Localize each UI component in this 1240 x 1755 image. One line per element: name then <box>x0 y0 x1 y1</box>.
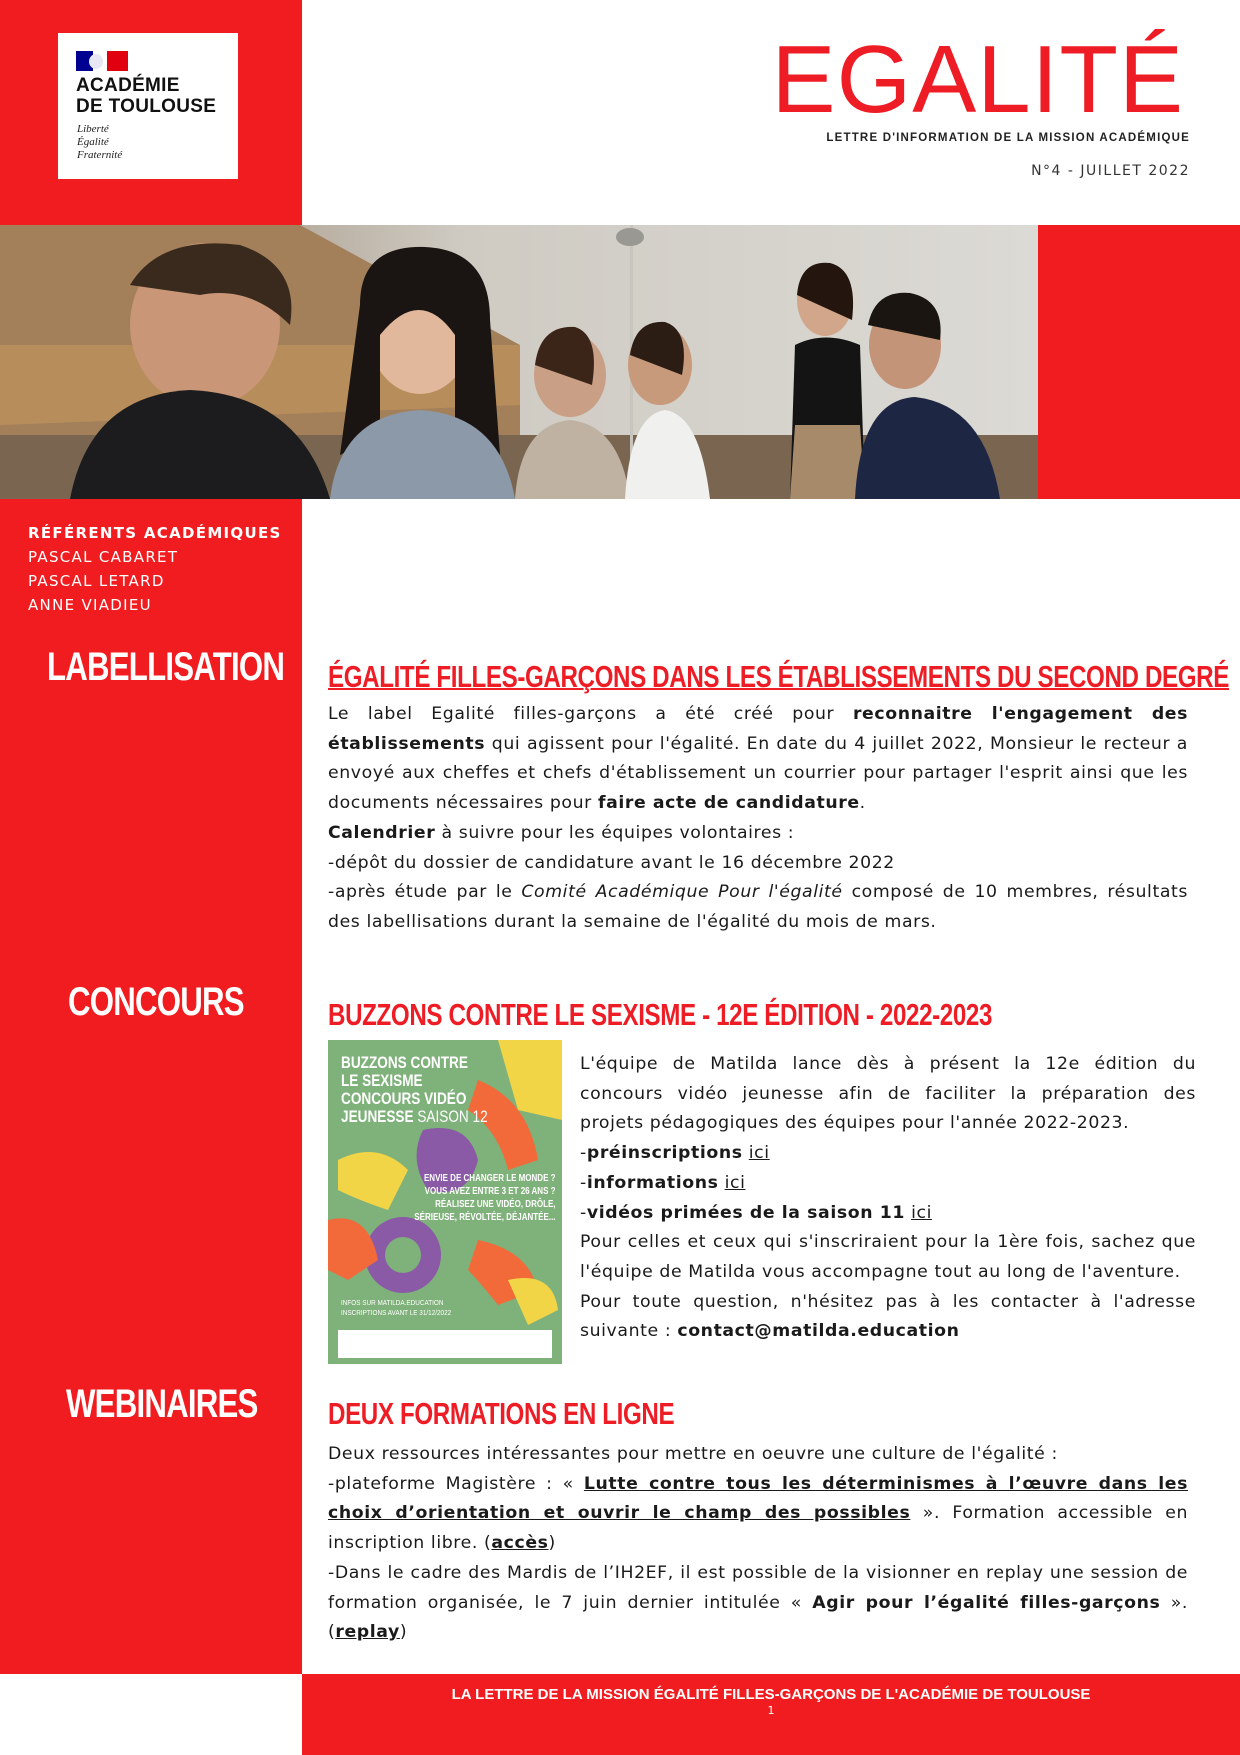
concours-contact: Pour toute question, n'hésitez pas à les contacter à l'adresse suivante : contact@matilda.education <box>580 1291 1196 1342</box>
referent-name: PASCAL LETARD <box>28 572 165 590</box>
side-label-concours: CONCOURS <box>68 980 244 1024</box>
referent-name: ANNE VIADIEU <box>28 596 152 614</box>
referents-list <box>28 521 282 617</box>
side-label-webinaires: WEBINAIRES <box>66 1382 258 1426</box>
students-photo <box>0 225 1038 499</box>
referent-name: PASCAL CABARET <box>28 548 179 566</box>
labellisation-body <box>328 700 1188 938</box>
poster-info: INFOS SUR MATILDA.EDUCATION INSCRIPTIONS AVANT LE 31/12/2022 <box>341 1298 452 1317</box>
labellisation-paragraph: Le label Egalité filles-garçons a été créé pour reconnaitre l'engagement des établissements qui agissent pour l'égalité. En date du 4 juillet 2022, Monsieur le recteur a envoyé aux cheffes et chefs d'établissement un courrier pour partager l'esprit ainsi que les documents nécessaires pour faire acte de candidature. <box>328 704 1188 814</box>
preinscriptions-link[interactable]: ici <box>748 1143 770 1164</box>
concours-paragraph: Pour celles et ceux qui s'inscriraient pour la 1ère fois, sachez que l'équipe de Matilda vous accompagne tout au long de l'aventure. <box>580 1232 1196 1282</box>
calendar-step: -dépôt du dossier de candidature avant le 16 décembre 2022 <box>328 852 895 873</box>
marianne-flag-icon <box>76 51 128 71</box>
calendar-line: Calendrier à suivre pour les équipes volontaires : <box>328 822 795 843</box>
webinaires-item: -Dans le cadre des Mardis de l’IH2EF, il est possible de la visionner en replay une session de formation organisée, le 7 juin dernier intitulée « Agir pour l’égalité filles-garçons ». (replay) <box>328 1562 1188 1643</box>
informations-link[interactable]: ici <box>724 1172 746 1193</box>
newsletter-title: EGALITÉ <box>771 26 1184 133</box>
issue-number: N°4 - JUILLET 2022 <box>1031 163 1190 179</box>
side-label-labellisation: LABELLISATION <box>47 645 285 689</box>
videos-link[interactable]: ici <box>911 1202 932 1223</box>
concours-intro: L'équipe de Matilda lance dès à présent la 12e édition du concours vidéo jeunesse afin de faciliter la préparation des projets pédagogiques des équipes pour l'année 2022-2023. <box>580 1054 1196 1134</box>
concours-title: BUZZONS CONTRE LE SEXISME - 12E ÉDITION - 2022-2023 <box>328 997 993 1032</box>
replay-link[interactable]: replay <box>335 1622 400 1643</box>
acces-link[interactable]: accès <box>491 1533 549 1554</box>
logo-name: ACADÉMIE DE TOULOUSE <box>76 75 217 117</box>
webinaires-body <box>328 1440 1188 1648</box>
poster-questions: ENVIE DE CHANGER LE MONDE ? VOUS AVEZ ENTRE 3 ET 26 ANS ? RÉALISEZ UNE VIDÉO, DRÔLE, SÉRIEUSE, RÉVOLTÉE, DÉJANTÉE... <box>414 1173 556 1223</box>
academie-logo <box>58 33 238 179</box>
footer-title: LA LETTRE DE LA MISSION ÉGALITÉ FILLES-GARÇONS DE L'ACADÉMIE DE TOULOUSE <box>451 1686 1091 1703</box>
concours-item: -informations ici <box>580 1172 746 1193</box>
labellisation-title: ÉGALITÉ FILLES-GARÇONS DANS LES ÉTABLISSEMENTS DU SECOND DEGRÉ <box>328 659 1229 694</box>
webinaires-item: -plateforme Magistère : « Lutte contre tous les déterminismes à l’œuvre dans les choix d’orientation et ouvrir le champ des possibles ». Formation accessible en inscription libre. (accès) <box>328 1473 1189 1554</box>
newsletter-subtitle: LETTRE D'INFORMATION DE LA MISSION ACADÉMIQUE <box>826 132 1190 144</box>
header-red-block <box>1038 225 1240 499</box>
page-number: 1 <box>767 1704 775 1717</box>
calendar-step: -après étude par le Comité Académique Pour l'égalité composé de 10 membres, résultats des labellisations durant la semaine de l'égalité du mois de mars. <box>328 882 1188 932</box>
footer <box>302 1674 1240 1755</box>
concours-item: -vidéos primées de la saison 11 ici <box>580 1202 932 1223</box>
magistere-course-link[interactable]: Lutte contre tous les déterminismes à l’œuvre dans les choix d’orientation et ouvrir le champ des possibles <box>328 1473 1189 1524</box>
poster-headline: BUZZONS CONTRE LE SEXISME CONCOURS VIDÉO JEUNESSE SAISON 12 <box>341 1053 488 1126</box>
webinaires-title: DEUX FORMATIONS EN LIGNE <box>328 1396 675 1431</box>
referents-heading: RÉFÉRENTS ACADÉMIQUES <box>28 524 282 542</box>
concours-item: -préinscriptions ici <box>580 1143 770 1164</box>
buzzons-poster <box>328 1040 562 1364</box>
webinaires-intro: Deux ressources intéressantes pour mettre en oeuvre une culture de l'égalité : <box>328 1444 1058 1464</box>
logo-motto: Liberté Égalité Fraternité <box>77 123 123 161</box>
concours-body <box>580 1050 1196 1347</box>
